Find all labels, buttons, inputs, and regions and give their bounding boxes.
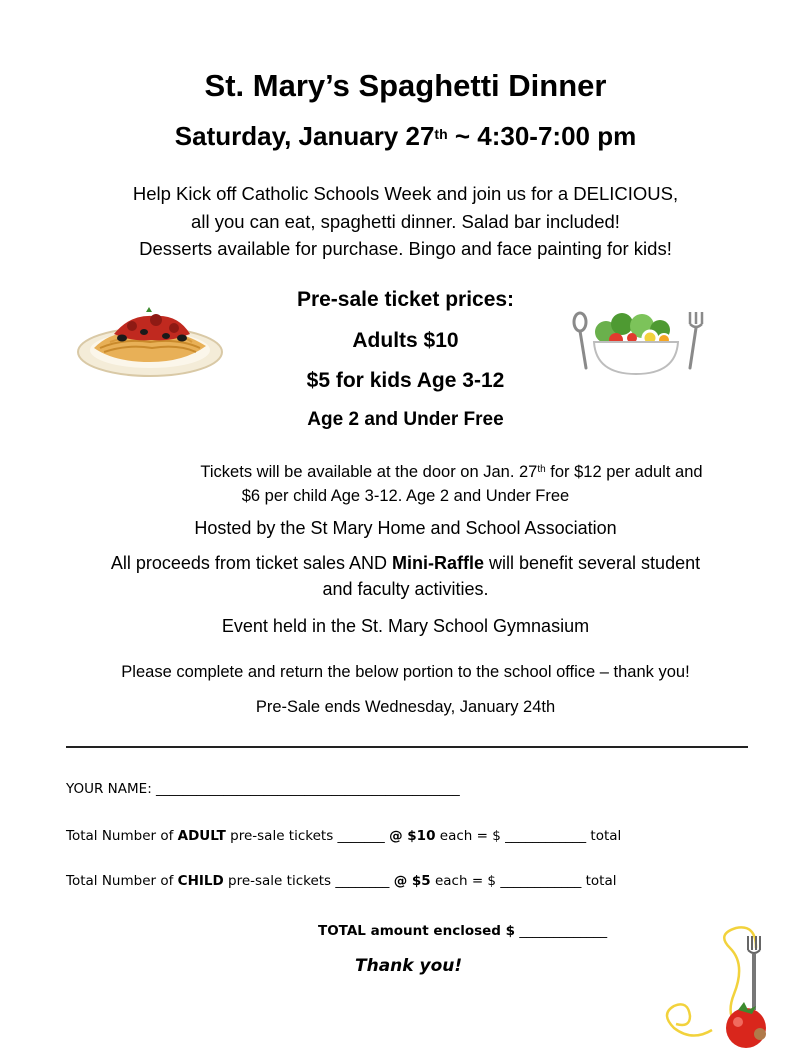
door-line-1-sup: th xyxy=(537,464,546,475)
door-line-1a: Tickets will be available at the door on Jan. 27 xyxy=(200,463,538,481)
event-date xyxy=(0,119,811,153)
cut-divider xyxy=(66,746,748,748)
date-day: Saturday, January 27 xyxy=(174,121,435,151)
total-row xyxy=(318,921,607,941)
child-total-label: total xyxy=(581,873,617,889)
mini-raffle: Mini-Raffle xyxy=(391,553,484,573)
event-location: Event held in the St. Mary School Gymnasium xyxy=(221,616,590,636)
adult-suffix: pre-sale tickets xyxy=(225,828,334,844)
name-field[interactable]: _____________________________________________ xyxy=(156,781,460,797)
child-count-field[interactable]: ________ xyxy=(335,873,390,889)
adult-each: each = $ xyxy=(435,828,506,844)
child-suffix: pre-sale tickets xyxy=(223,873,332,889)
adult-total-label: total xyxy=(586,828,622,844)
date-time: ~ 4:30-7:00 pm xyxy=(447,121,637,151)
thank-you: Thank you! xyxy=(355,956,463,976)
total-field[interactable]: _____________ xyxy=(519,923,608,939)
spaghetti-plate-icon xyxy=(74,298,226,380)
child-total-field[interactable]: ____________ xyxy=(500,873,582,889)
child-row xyxy=(66,871,616,891)
tomato-fork-icon xyxy=(652,924,774,1048)
adult-prefix: Total Number of xyxy=(66,828,178,844)
hosted-by: Hosted by the St Mary Home and School Association xyxy=(194,518,617,538)
intro-line-3: Desserts available for purchase. Bingo and face painting for kids! xyxy=(139,238,672,259)
proceeds-a: All proceeds from ticket sales AND xyxy=(110,553,392,573)
price-adults: Adults $10 xyxy=(352,329,459,352)
proceeds-line-2: and faculty activities. xyxy=(322,579,489,599)
child-price: @ $5 xyxy=(393,873,431,889)
door-line-2: $6 per child Age 3-12. Age 2 and Under Free xyxy=(241,487,570,505)
door-line-1b: for $12 per adult and xyxy=(545,463,703,481)
adult-count-field[interactable]: _______ xyxy=(337,828,385,844)
door-line-1 xyxy=(200,463,702,481)
name-label: YOUR NAME: xyxy=(66,781,152,797)
salad-bowl-icon xyxy=(572,308,704,380)
total-label: TOTAL amount enclosed $ xyxy=(318,923,516,939)
child-bold: CHILD xyxy=(177,873,224,889)
date-sup: th xyxy=(434,126,448,142)
intro-line-2: all you can eat, spaghetti dinner. Salad bar included! xyxy=(191,210,620,232)
proceeds-b: will benefit several student xyxy=(483,553,701,573)
intro-line-1: Help Kick off Catholic Schools Week and join us for a DELICIOUS, xyxy=(132,183,679,204)
page-title: St. Mary’s Spaghetti Dinner xyxy=(204,68,607,103)
proceeds-text xyxy=(0,550,811,602)
name-row xyxy=(66,779,460,799)
adult-bold: ADULT xyxy=(177,828,226,844)
intro-text xyxy=(0,180,811,263)
price-kids: $5 for kids Age 3-12 xyxy=(306,369,505,392)
return-instructions: Please complete and return the below portion to the school office – thank you! xyxy=(121,663,690,681)
adult-total-field[interactable]: ____________ xyxy=(505,828,587,844)
child-prefix: Total Number of xyxy=(66,873,178,889)
price-free: Age 2 and Under Free xyxy=(307,409,504,430)
prices-heading: Pre-sale ticket prices: xyxy=(296,288,515,311)
presale-deadline: Pre-Sale ends Wednesday, January 24th xyxy=(255,698,556,716)
adult-row xyxy=(66,826,621,846)
adult-price: @ $10 xyxy=(389,828,436,844)
child-each: each = $ xyxy=(430,873,501,889)
door-tickets xyxy=(0,460,811,508)
